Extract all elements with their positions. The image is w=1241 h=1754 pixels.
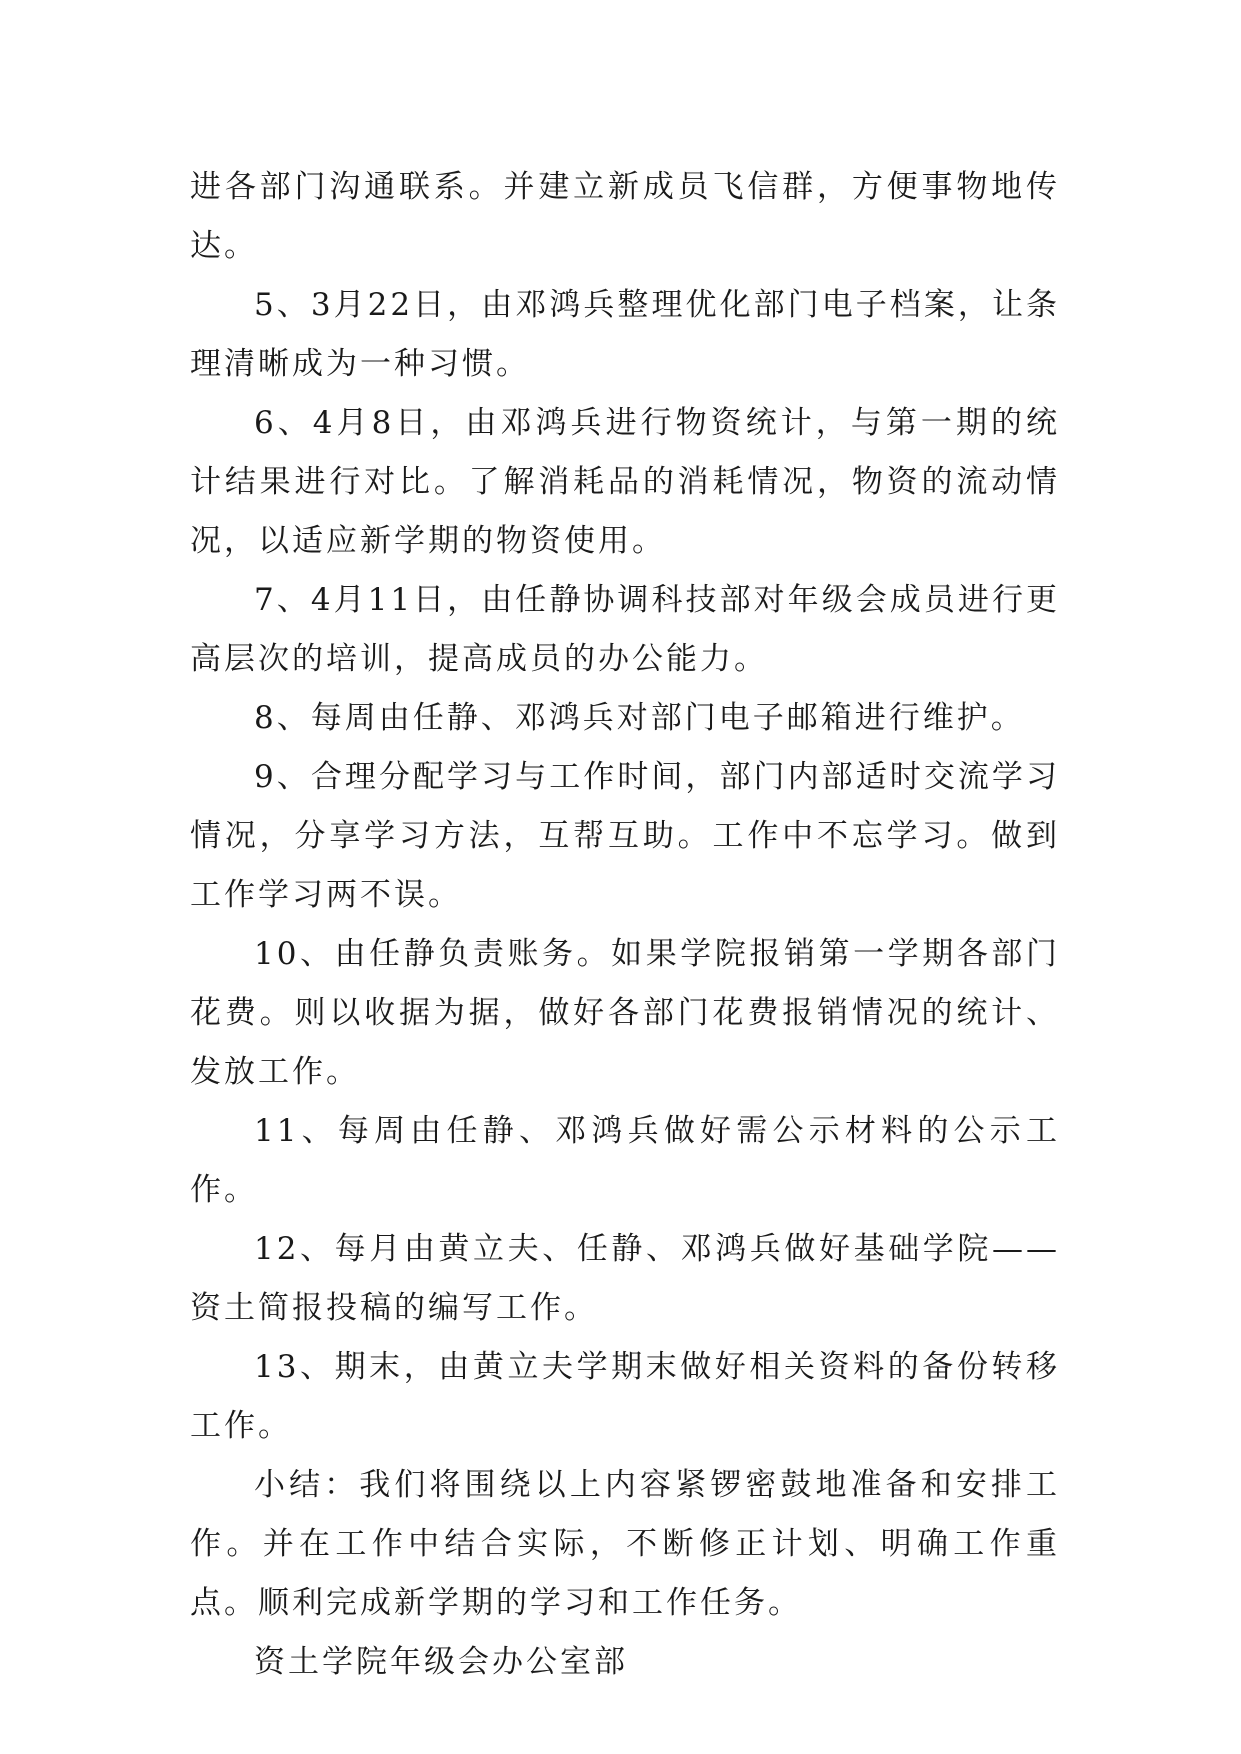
paragraph-item-11: 11、每周由任静、邓鸿兵做好需公示材料的公示工作。 xyxy=(190,1113,1060,1208)
paragraph-item-9: 9、合理分配学习与工作时间，部门内部适时交流学习情况，分享学习方法，互帮互助。工作中不忘学习。做到工作学习两不误。 xyxy=(190,759,1060,913)
paragraph-item-10: 10、由任静负责账务。如果学院报销第一学期各部门花费。则以收据为据，做好各部门花费报销情况的统计、发放工作。 xyxy=(190,936,1060,1090)
paragraph-item-13: 13、期末，由黄立夫学期末做好相关资料的备份转移工作。 xyxy=(190,1349,1060,1444)
paragraph-item-5: 5、3月22日，由邓鸿兵整理优化部门电子档案，让条理清晰成为一种习惯。 xyxy=(190,287,1060,382)
signature-line: 资土学院年级会办公室部 xyxy=(254,1644,628,1680)
paragraph-item-6: 6、4月8日，由邓鸿兵进行物资统计，与第一期的统计结果进行对比。了解消耗品的消耗情况，物资的流动情况，以适应新学期的物资使用。 xyxy=(190,405,1060,559)
paragraph-summary: 小结：我们将围绕以上内容紧锣密鼓地准备和安排工作。并在工作中结合实际，不断修正计划、明确工作重点。顺利完成新学期的学习和工作任务。 xyxy=(190,1467,1060,1621)
paragraph-item-12: 12、每月由黄立夫、任静、邓鸿兵做好基础学院——资土简报投稿的编写工作。 xyxy=(190,1231,1060,1326)
paragraph-item-8: 8、每周由任静、邓鸿兵对部门电子邮箱进行维护。 xyxy=(254,700,1025,736)
document-body xyxy=(190,158,1060,1692)
paragraph-continuation: 进各部门沟通联系。并建立新成员飞信群，方便事物地传达。 xyxy=(190,169,1060,264)
paragraph-item-7: 7、4月11日，由任静协调科技部对年级会成员进行更高层次的培训，提高成员的办公能力。 xyxy=(190,582,1060,677)
